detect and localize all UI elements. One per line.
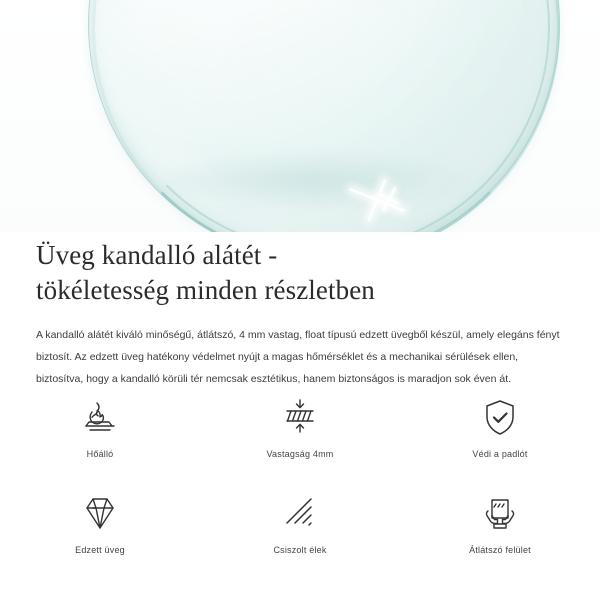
description-block bbox=[0, 308, 600, 390]
thickness-arrows-icon bbox=[277, 396, 323, 440]
page-title-line-2: tökéletesség minden részletben bbox=[36, 275, 375, 305]
text-content bbox=[0, 232, 600, 390]
page-title-line-1: Üveg kandalló alátét - bbox=[36, 240, 278, 270]
polished-edge-icon bbox=[277, 492, 323, 536]
feature-label: Átlátszó felület bbox=[469, 545, 531, 555]
cleaning-hands-cloth-icon bbox=[477, 492, 523, 536]
feature-label: Hőálló bbox=[86, 449, 114, 459]
feature-label: Vastagság 4mm bbox=[266, 449, 334, 459]
feature-item-transparent-surface bbox=[400, 492, 600, 570]
feature-item-polished-edges bbox=[200, 492, 400, 570]
description-paragraph: A kandalló alátét kiváló minőségű, átlátszó, 4 mm vastag, float típusú edzett üvegből készül, amely elegáns fényt biztosít. Az edzett üveg hatékony védelmet nyújt a magas hőmérséklet és a mechanikai sérülések ellen, biztosítva, hogy a kandalló körüli tér nemcsak esztétikus, hanem biztonságos is maradjon sok éven át. bbox=[36, 329, 560, 385]
feature-item-floor-protection bbox=[400, 396, 600, 474]
shield-check-icon bbox=[477, 396, 523, 440]
diamond-icon bbox=[77, 492, 123, 536]
hero-image bbox=[0, 0, 600, 232]
flame-heat-resistant-icon bbox=[77, 396, 123, 440]
feature-item-heat-resistant bbox=[0, 396, 200, 474]
feature-item-tempered-glass bbox=[0, 492, 200, 570]
feature-label: Védi a padlót bbox=[472, 449, 528, 459]
page-title bbox=[0, 232, 600, 308]
sparkle-small-icon bbox=[376, 186, 402, 212]
feature-item-thickness bbox=[200, 396, 400, 474]
feature-label: Csiszolt élek bbox=[273, 545, 327, 555]
feature-label: Edzett üveg bbox=[75, 545, 125, 555]
feature-grid bbox=[0, 396, 600, 570]
glass-shadow bbox=[150, 150, 480, 210]
